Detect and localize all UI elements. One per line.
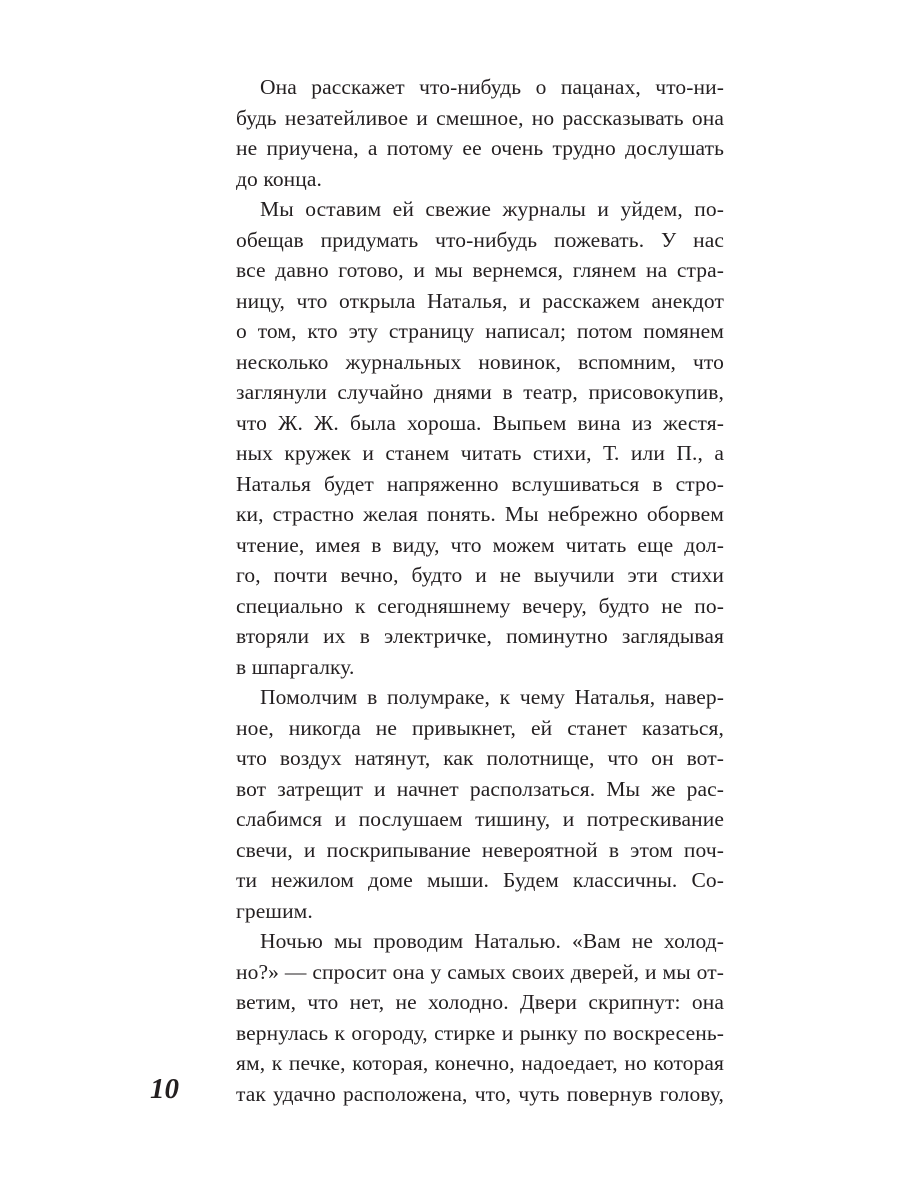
text-line: го, почти вечно, будто и не выучили эти стихи	[236, 563, 724, 587]
text-line: чтение, имея в виду, что можем читать еще дол-	[236, 532, 724, 557]
text-line: вот затрещит и начнет расползаться. Мы же рас-	[236, 776, 724, 801]
text-line: все давно готово, и мы вернемся, глянем на стра-	[236, 258, 724, 282]
text-line: в шпаргалку.	[236, 654, 355, 679]
text-line: ки, страстно желая понять. Мы небрежно оборвем	[236, 502, 724, 526]
text-line: вторяли их в электричке, поминутно заглядывая	[236, 624, 724, 648]
text-line: будь незатейливое и смешное, но рассказывать она	[236, 105, 724, 130]
text-line: так удачно расположена, что, чуть повернув голову,	[236, 1081, 724, 1106]
text-line: что Ж. Ж. была хороша. Выпьем вина из жестя-	[236, 410, 724, 435]
text-line: Она расскажет что-нибудь о пацанах, что-ни-	[260, 75, 724, 99]
text-line: несколько журнальных новинок, вспомним, что	[236, 349, 724, 374]
text-line: ное, никогда не привыкнет, ей станет казаться,	[236, 715, 724, 740]
text-line: но?» — спросит она у самых своих дверей, и мы от-	[236, 959, 724, 984]
text-line: ветим, что нет, не холодно. Двери скрипнут: она	[236, 990, 724, 1014]
text-line: свечи, и поскрипывание невероятной в этом поч-	[236, 837, 724, 862]
text-line: вернулась к огороду, стирке и рынку по воскресень-	[236, 1020, 724, 1045]
text-line: ти нежилом доме мыши. Будем классичны. Со-	[236, 868, 724, 892]
page-number: 10	[150, 1073, 179, 1105]
text-line: грешим.	[236, 898, 313, 923]
text-line: до конца.	[236, 166, 322, 191]
body-text	[236, 72, 724, 1109]
text-line: что воздух натянут, как полотнище, что он вот-	[236, 746, 724, 770]
text-line: заглянули случайно днями в театр, присовокупив,	[236, 380, 724, 404]
text-line: не приучена, а потому ее очень трудно дослушать	[236, 136, 724, 160]
text-line: Наталья будет напряженно вслушиваться в стро-	[236, 471, 724, 496]
text-line: Помолчим в полумраке, к чему Наталья, навер-	[260, 685, 724, 709]
text-line: обещав придумать что-нибудь пожевать. У нас	[236, 227, 724, 252]
text-line: Ночью мы проводим Наталью. «Вам не холод-	[260, 929, 724, 953]
text-line: о том, кто эту страницу написал; потом помянем	[236, 319, 724, 343]
text-line: ных кружек и станем читать стихи, Т. или П., а	[236, 441, 724, 465]
text-line: Мы оставим ей свежие журналы и уйдем, по-	[260, 197, 724, 221]
text-line: специально к сегодняшнему вечеру, будто не по-	[236, 593, 724, 618]
text-line: ям, к печке, которая, конечно, надоедает, но которая	[236, 1051, 724, 1075]
text-line: ницу, что открыла Наталья, и расскажем анекдот	[236, 288, 724, 313]
text-line: слабимся и послушаем тишину, и потрескивание	[236, 807, 724, 831]
